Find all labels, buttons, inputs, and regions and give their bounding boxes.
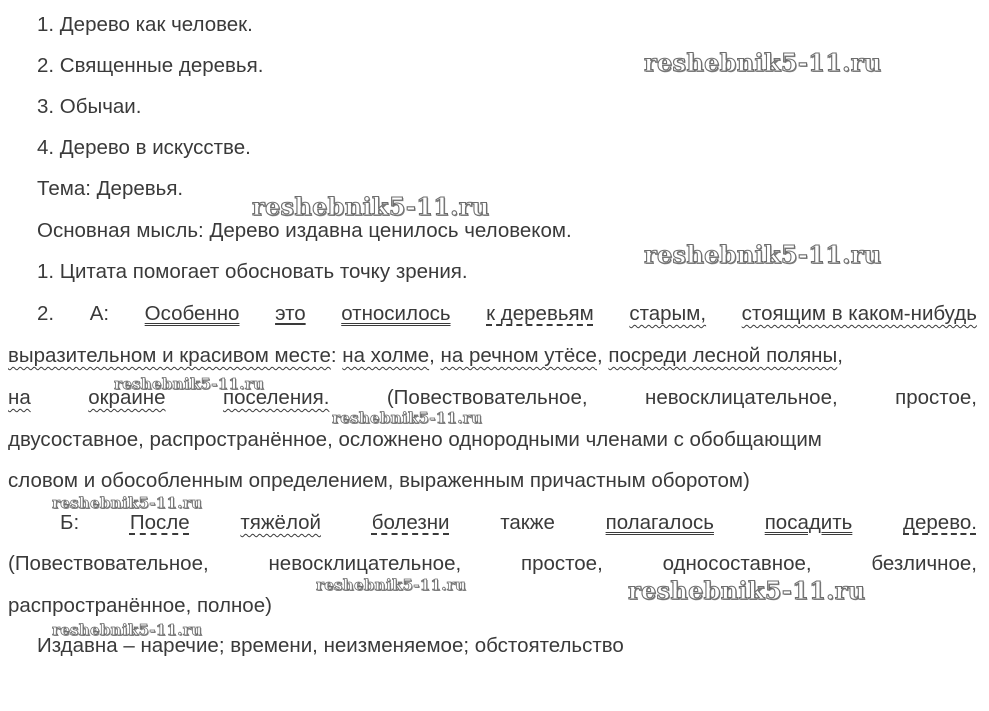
watermark: reshebnik5-11.ru <box>114 375 265 393</box>
word: невосклицательное, <box>268 552 462 575</box>
word-adverbial: болезни <box>371 511 450 534</box>
word-adverbial: После <box>129 511 190 534</box>
word: А: <box>89 302 110 325</box>
answer-1-line: 1. Цитата помогает обосновать точку зрения. <box>37 260 468 283</box>
word: (Повествовательное, <box>386 386 588 409</box>
sentence-b-line-1 <box>60 510 977 536</box>
word-predicate: посадить <box>764 511 853 534</box>
sentence-a-line-1 <box>37 301 977 327</box>
word-predicate: полагалось <box>605 511 714 534</box>
watermark: reshebnik5-11.ru <box>628 576 866 605</box>
word-object: к деревьям <box>486 302 594 325</box>
word-attribute: тяжёлой <box>240 511 321 534</box>
plan-item-4: 4. Дерево в искусстве. <box>37 136 251 159</box>
participle-phrase: выразительном и красивом месте <box>8 344 331 367</box>
sentence-a-line-2 <box>8 343 989 369</box>
word-participle: стоящим в каком-нибудь <box>741 302 977 325</box>
word: 2. <box>37 302 55 325</box>
watermark: reshebnik5-11.ru <box>644 48 882 77</box>
word: односоставное, <box>662 552 812 575</box>
main-idea-line: Основная мысль: Дерево издавна ценилось человеком. <box>37 219 572 242</box>
punct: , <box>596 344 609 367</box>
word: поселения. <box>223 386 330 409</box>
watermark: reshebnik5-11.ru <box>332 409 483 427</box>
homogeneous-member: посреди лесной поляны <box>608 344 838 367</box>
morph-analysis-line: Издавна – наречие; времени, неизменяемое; обстоятельство <box>37 634 624 657</box>
word-subject: Особенно <box>144 302 240 325</box>
word: окраине <box>88 386 166 409</box>
word: Б: <box>60 511 80 534</box>
watermark: reshebnik5-11.ru <box>316 576 467 594</box>
word: также <box>500 511 555 534</box>
word: простое, <box>895 386 977 409</box>
word-subject: это <box>275 302 306 325</box>
theme-line: Тема: Деревья. <box>37 177 184 200</box>
sentence-a-line-5: словом и обособленным определением, выраженным причастным оборотом) <box>8 469 750 492</box>
word: простое, <box>520 552 603 575</box>
word: безличное, <box>871 552 977 575</box>
watermark: reshebnik5-11.ru <box>52 494 203 512</box>
punct: : <box>330 344 343 367</box>
word-object: дерево. <box>903 511 977 534</box>
sentence-b-line-3: распространённое, полное) <box>8 594 272 617</box>
sentence-a-line-4: двусоставное, распространённое, осложнено однородными членами с обобщающим <box>8 428 822 451</box>
plan-item-1: 1. Дерево как человек. <box>37 13 253 36</box>
watermark: reshebnik5-11.ru <box>252 192 490 221</box>
word: невосклицательное, <box>645 386 838 409</box>
sentence-b-line-2 <box>8 551 977 577</box>
watermark: reshebnik5-11.ru <box>644 240 882 269</box>
watermark: reshebnik5-11.ru <box>52 621 203 639</box>
homogeneous-member: на речном утёсе <box>440 344 597 367</box>
plan-item-3: 3. Обычаи. <box>37 95 142 118</box>
plan-item-2: 2. Священные деревья. <box>37 54 264 77</box>
word: (Повествовательное, <box>8 552 209 575</box>
word-attribute: старым, <box>629 302 707 325</box>
punct: , <box>837 344 843 367</box>
homogeneous-member: на холме <box>342 344 430 367</box>
word-predicate: относилось <box>341 302 451 325</box>
word: на <box>8 386 31 409</box>
punct: , <box>429 344 441 367</box>
